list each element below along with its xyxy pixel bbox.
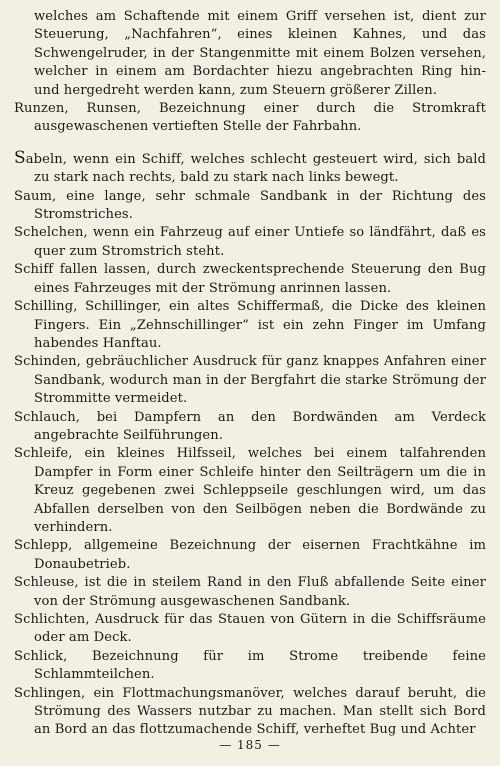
section-gap [14,137,486,149]
section-initial: S [14,147,26,168]
entry-sabeln-text: abeln, wenn ein Schiff, welches schlecht gesteuert wird, sich bald zu stark nach rechts, bald zu stark nach links bewegt. [25,151,486,186]
entry-schelchen: Schelchen, wenn ein Fahrzeug auf einer Untiefe so ländfährt, daß es quer zum Stromstrich steht. [14,225,486,259]
entry-schlauch: Schlauch, bei Dampfern an den Bordwänden am Verdeck angebrachte Seilführungen. [14,409,486,443]
entry-schlichten: Schlichten, Ausdruck für das Stauen von Gütern in die Schiffsräume oder am Deck. [14,612,486,646]
entry-schleuse: Schleuse, ist die in steilem Rand in den Fluß abfallende Seite einer von der Strömung ausgewaschenen Sandbank. [14,575,486,609]
entry-sabeln [14,149,486,188]
entry-runzen: Runzen, Runsen, Bezeichnung einer durch die Stromkraft ausgewaschenen vertieften Stelle der Fahrbahn. [14,101,486,135]
entry-schleife: Schleife, ein kleines Hilfsseil, welches bei einem talfahrenden Dampfer in Form einer Schleife hinter den Seilträgern um die in Kreuz gegebenen zwei Schleppseile geschlungen wird, um das Abfallen derselben von den Seilbögen neben die Bordwände zu verhindern. [14,446,486,535]
entry-saum: Saum, eine lange, sehr schmale Sandbank in der Richtung des Stromstriches. [14,188,486,223]
entry-schlick: Schlick, Bezeichnung für im Strome treibende feine Schlammteilchen. [14,648,486,683]
entry-schlingen: Schlingen, ein Flottmachungsmanöver, welches darauf beruht, die Strömung des Wassers nutzbar zu machen. Man stellt sich Bord an Bord an das flottzumachende Schiff, verheftet Bug und Achter [14,685,486,738]
entry-schlepp: Schlepp, allgemeine Bezeichnung der eisernen Frachtkähne im Donaubetrieb. [14,538,486,572]
entry-schilling: Schilling, Schillinger, ein altes Schiffermaß, die Dicke des kleinen Fingers. Ein „Zehnschillinger“ ist ein zehn Finger im Umfang habendes Hanftau. [14,299,486,351]
entry-continuation: welches am Schaftende mit einem Griff versehen ist, dient zur Steuerung, „Nachfahren“, eines kleinen Kahnes, und das Schwengelruder, in der Stangenmitte mit einem Bolzen versehen, welcher in einem am Bordachter hiezu angebrachten Ring hin- und hergedreht werden kann, zum Steuern größerer Zillen. [34,9,486,98]
entry-schiff-fallen-lassen: Schiff fallen lassen, durch zweckentsprechende Steuerung den Bug eines Fahrzeuges mit der Strömung anrinnen lassen. [14,262,486,296]
page-number: — 185 — [219,738,281,752]
entry-schinden: Schinden, gebräuchlicher Ausdruck für ganz knappes Anfahren einer Sandbank, wodurch man in der Bergfahrt die starke Strömung der Strommitte vermeidet. [14,354,486,407]
